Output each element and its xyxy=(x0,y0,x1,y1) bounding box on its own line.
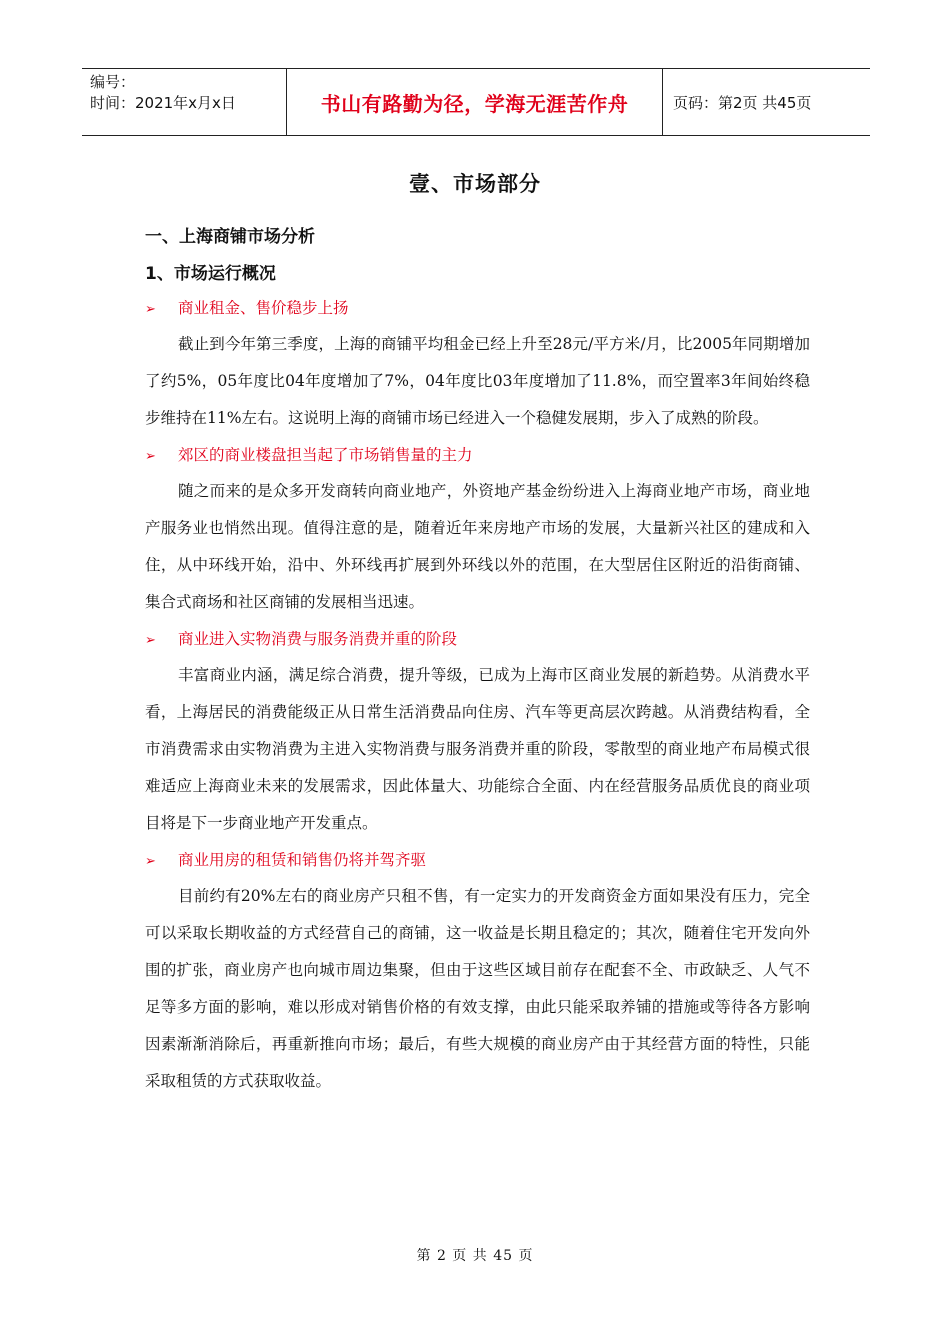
subsection-heading: 1、市场运行概况 xyxy=(145,264,276,284)
header-page-info: 页码：第2页 共45页 xyxy=(663,69,871,136)
bullet-heading xyxy=(145,290,810,326)
bullet-text: 商业进入实物消费与服务消费并重的阶段 xyxy=(178,630,458,648)
bullet-text: 商业用房的租赁和销售仍将并驾齐驱 xyxy=(178,851,427,869)
document-body xyxy=(145,290,810,1100)
header-meta xyxy=(82,69,287,136)
section-heading: 一、上海商铺市场分析 xyxy=(145,227,315,247)
bullet-heading xyxy=(145,621,810,657)
arrow-bullet-icon: ➢ xyxy=(145,449,156,464)
page-title: 壹、市场部分 xyxy=(409,172,541,196)
paragraph: 丰富商业内涵，满足综合消费，提升等级，已成为上海市区商业发展的新趋势。从消费水平看，上海居民的消费能级正从日常生活消费品向住房、汽车等更高层次跨越。从消费结构看，全市消费需求由实物消费为主进入实物消费与服务消费并重的阶段，零散型的商业地产布局模式很难适应上海商业未来的发展需求，因此体量大、功能综合全面、内在经营服务品质优良的商业项目将是下一步商业地产开发重点。 xyxy=(145,666,810,832)
arrow-bullet-icon: ➢ xyxy=(145,633,156,648)
arrow-bullet-icon: ➢ xyxy=(145,302,156,317)
bullet-heading xyxy=(145,437,810,473)
paragraph: 目前约有20%左右的商业房产只租不售，有一定实力的开发商资金方面如果没有压力，完全可以采取长期收益的方式经营自己的商铺，这一收益是长期且稳定的；其次，随着住宅开发向外围的扩张，商业房产也向城市周边集聚，但由于这些区域目前存在配套不全、市政缺乏、人气不足等多方面的影响，难以形成对销售价格的有效支撑，由此只能采取养铺的措施或等待各方影响因素渐渐消除后，再重新推向市场；最后，有些大规模的商业房产由于其经营方面的特性，只能采取租赁的方式获取收益。 xyxy=(145,887,810,1090)
bullet-heading xyxy=(145,842,810,878)
paragraph: 随之而来的是众多开发商转向商业地产，外资地产基金纷纷进入上海商业地产市场，商业地产服务业也悄然出现。值得注意的是，随着近年来房地产市场的发展，大量新兴社区的建成和入住，从中环线开始，沿中、外环线再扩展到外环线以外的范围，在大型居住区附近的沿街商铺、集合式商场和社区商铺的发展相当迅速。 xyxy=(145,482,810,611)
page-footer: 第 2 页 共 45 页 xyxy=(416,1248,534,1264)
header-motto: 书山有路勤为径，学海无涯苦作舟 xyxy=(287,69,663,136)
bullet-text: 郊区的商业楼盘担当起了市场销售量的主力 xyxy=(178,446,473,464)
bullet-text: 商业租金、售价稳步上扬 xyxy=(178,299,349,317)
page-header xyxy=(82,68,870,136)
time-label: 时间：2021年x月x日 xyxy=(90,94,236,112)
number-label: 编号： xyxy=(90,73,136,91)
paragraph: 截止到今年第三季度，上海的商铺平均租金已经上升至28元/平方米/月，比2005年同期增加了约5%，05年度比04年度增加了7%，04年度比03年度增加了11.8%，而空置率3年间始终稳步维持在11%左右。这说明上海的商铺市场已经进入一个稳健发展期，步入了成熟的阶段。 xyxy=(145,335,810,427)
arrow-bullet-icon: ➢ xyxy=(145,854,156,869)
